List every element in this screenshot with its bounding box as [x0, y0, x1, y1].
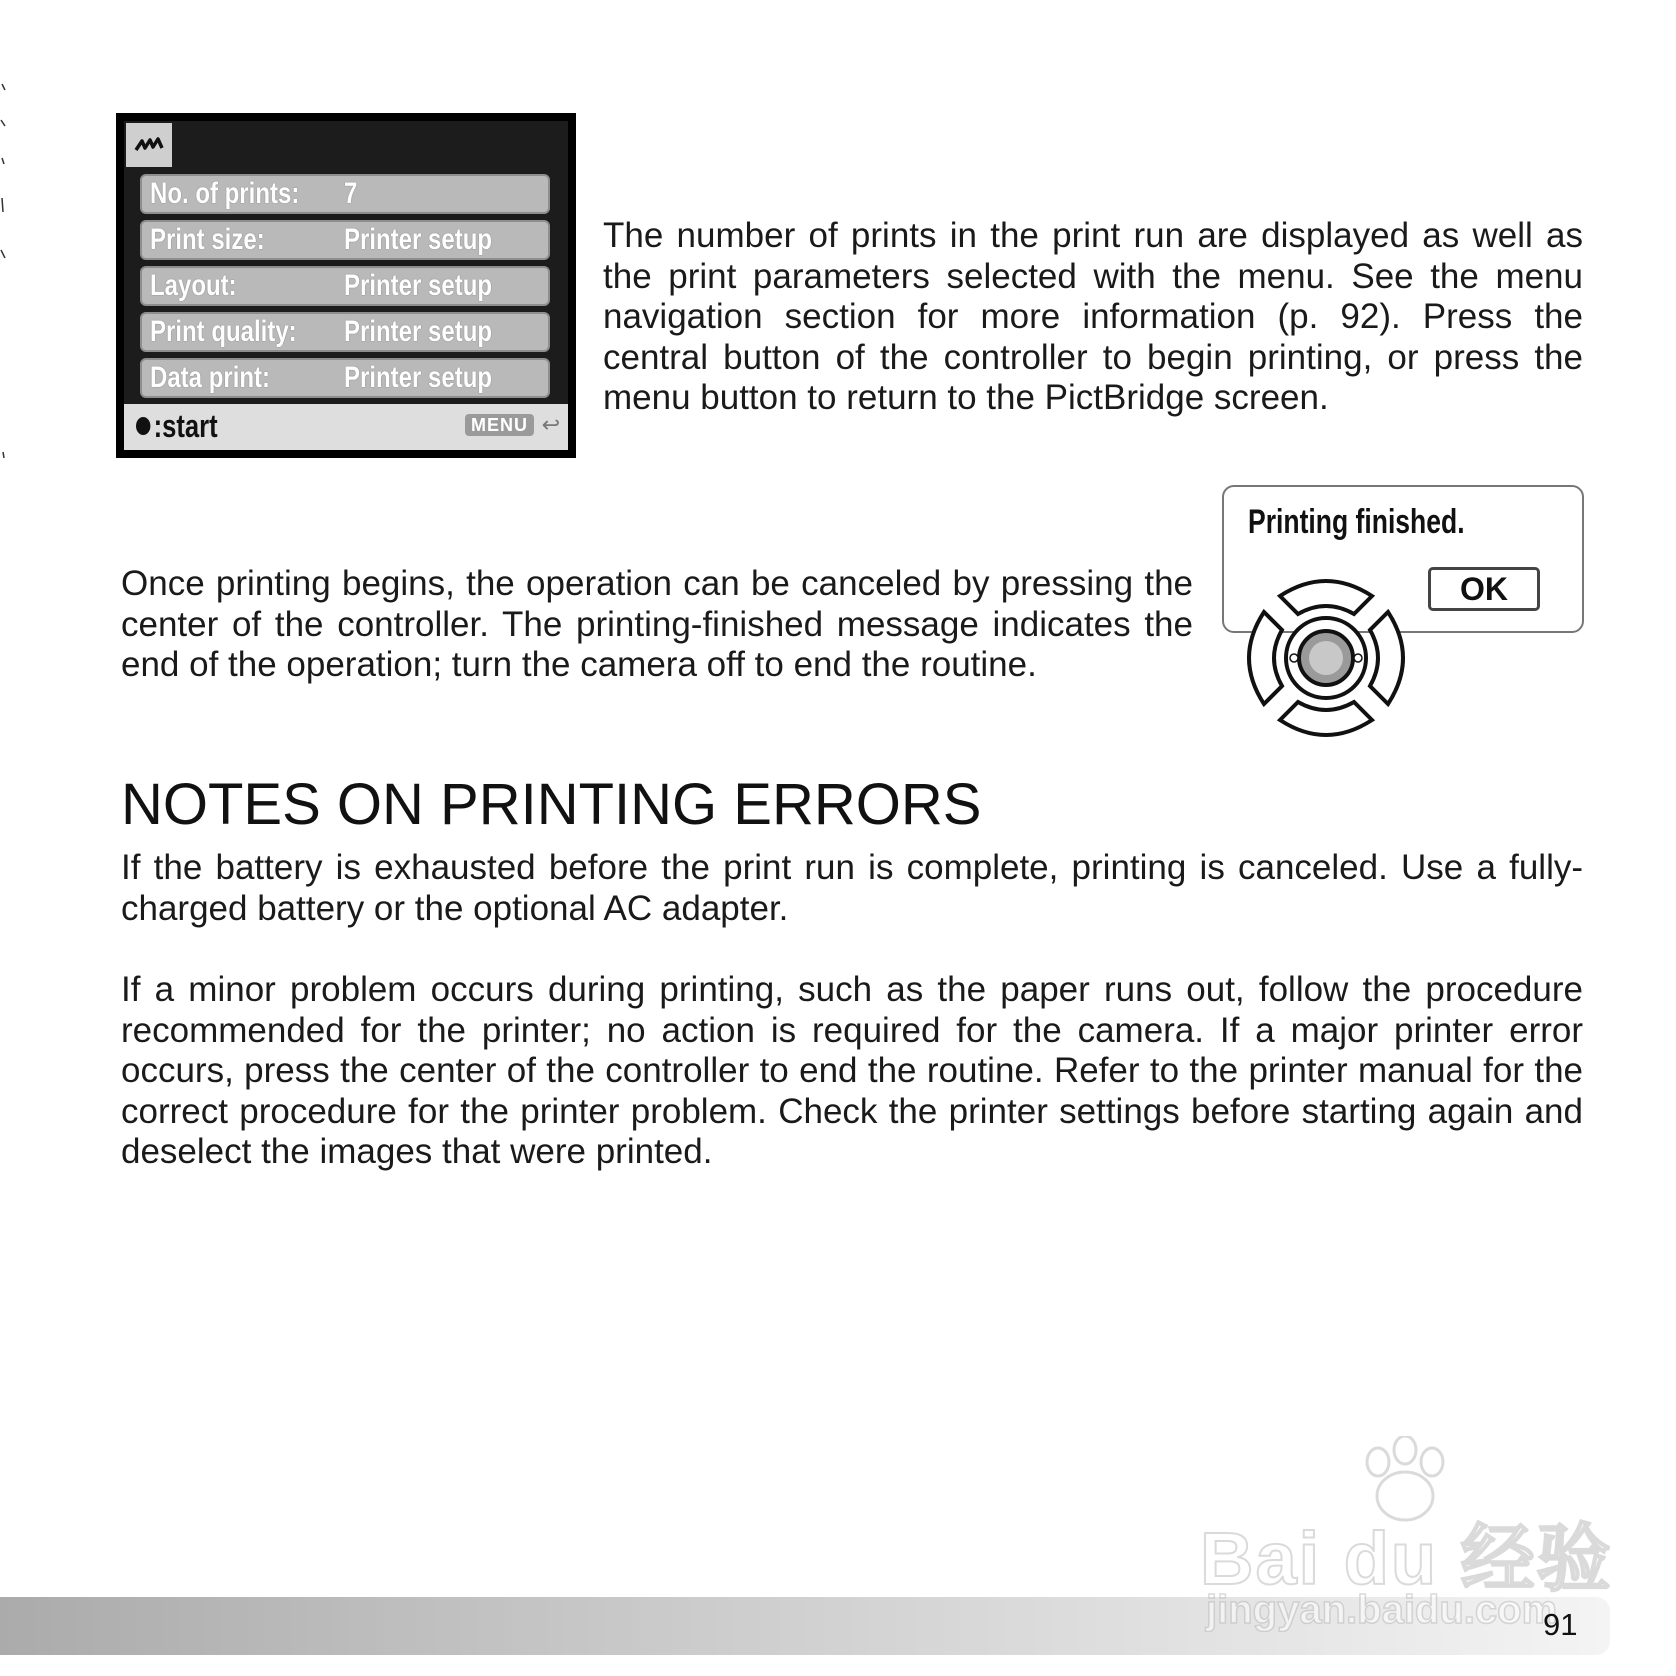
paragraph-battery-note: If the battery is exhausted before the print run is complete, printing is canceled. Use a fully-charged battery or the optional AC adapter. — [121, 848, 1583, 928]
center-button-icon — [136, 417, 150, 435]
pictbridge-tab-icon — [126, 123, 172, 167]
dialog-title: Printing finished. — [1248, 503, 1465, 541]
lcd-display — [124, 121, 568, 450]
page-number: 91 — [1543, 1607, 1578, 1642]
watermark-url: jingyan.baidu.com — [1206, 1588, 1558, 1632]
setting-value: Printer setup — [344, 269, 493, 302]
setting-row-number-of-prints — [140, 174, 550, 214]
controller-icon — [1236, 568, 1416, 748]
watermark-brand: Bai du 经验 — [1200, 1517, 1613, 1600]
setting-label: Layout: — [150, 269, 237, 302]
baidu-watermark — [1200, 1440, 1613, 1650]
ok-button[interactable]: OK — [1428, 567, 1540, 611]
print-settings-list — [140, 174, 550, 404]
lcd-status-bar — [124, 404, 568, 450]
setting-label: Print size: — [150, 223, 265, 256]
start-hint — [136, 408, 218, 445]
setting-row-layout — [140, 266, 550, 306]
section-heading: NOTES ON PRINTING ERRORS — [121, 772, 982, 837]
return-arrow-icon: ↩ — [541, 412, 560, 437]
camera-lcd-screen — [116, 113, 576, 458]
paragraph-print-run-info: The number of prints in the print run are displayed as well as the print parameters selected with the menu. See the menu navigation section for more information (p. 92). Press the central button of the controller to begin printing, or press the menu button to return to the PictBridge screen. — [603, 216, 1583, 417]
setting-row-data-print — [140, 358, 550, 398]
setting-label: No. of prints: — [150, 177, 300, 210]
setting-label: Print quality: — [150, 315, 297, 348]
setting-row-print-quality — [140, 312, 550, 352]
menu-button-hint: MENU — [465, 414, 534, 436]
margin-marks — [0, 80, 8, 460]
paragraph-cancel-printing: Once printing begins, the operation can be canceled by pressing the center of the controller. The printing-finished message indicates the end of the operation; turn the camera off to end the routine. — [121, 564, 1193, 684]
setting-label: Data print: — [150, 361, 270, 394]
setting-row-print-size — [140, 220, 550, 260]
setting-value: 7 — [344, 177, 358, 210]
setting-value: Printer setup — [344, 315, 493, 348]
setting-value: Printer setup — [344, 223, 493, 256]
start-label: :start — [153, 408, 218, 444]
setting-value: Printer setup — [344, 361, 493, 394]
paragraph-printer-error-note: If a minor problem occurs during printing, such as the paper runs out, follow the procedure recommended for the printer; no action is required for the camera. If a major printer error occurs, press the center of the controller to end the routine. Refer to the printer manual for the correct procedure for the printer problem. Check the printer settings before starting again and deselect the images that were printed. — [121, 970, 1583, 1171]
